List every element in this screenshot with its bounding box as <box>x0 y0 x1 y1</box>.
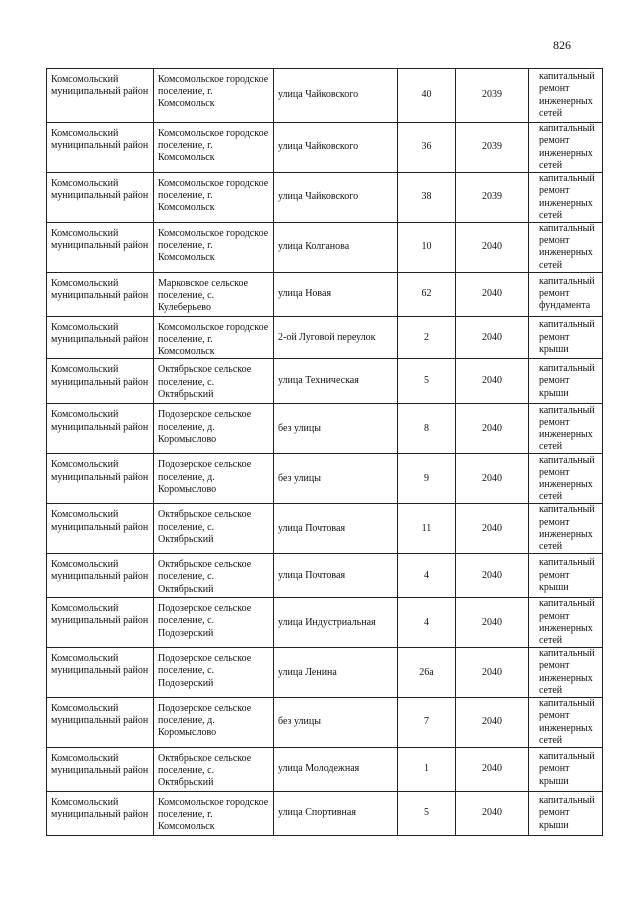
district-cell: Комсомольский муниципальный район <box>47 272 154 316</box>
settlement-cell: Октябрьское сельское поселение, с. Октябрьский <box>154 359 274 404</box>
year-cell: 2040 <box>456 598 529 648</box>
page-number: 826 <box>553 38 571 52</box>
street-cell: улица Чайковского <box>274 69 398 123</box>
district-cell: Комсомольский муниципальный район <box>47 316 154 359</box>
street-cell: улица Ленина <box>274 648 398 698</box>
street-cell: без улицы <box>274 404 398 454</box>
district-cell: Комсомольский муниципальный район <box>47 69 154 123</box>
table-row <box>47 316 603 359</box>
house-number-cell: 5 <box>398 792 456 836</box>
table-row <box>47 223 603 273</box>
district-cell: Комсомольский муниципальный район <box>47 554 154 598</box>
settlement-cell: Подозерское сельское поселение, с. Подозерский <box>154 598 274 648</box>
work-type-cell: капитальный ремонт крыши <box>529 748 603 792</box>
table-row <box>47 554 603 598</box>
table-row <box>47 748 603 792</box>
year-cell: 2040 <box>456 359 529 404</box>
year-cell: 2039 <box>456 69 529 123</box>
house-number-cell: 4 <box>398 598 456 648</box>
table-row <box>47 359 603 404</box>
street-cell: улица Молодежная <box>274 748 398 792</box>
house-number-cell: 11 <box>398 504 456 554</box>
street-cell: улица Новая <box>274 272 398 316</box>
settlement-cell: Комсомольское городское поселение, г. Комсомольск <box>154 223 274 273</box>
table-row <box>47 698 603 748</box>
year-cell: 2039 <box>456 123 529 173</box>
year-cell: 2040 <box>456 316 529 359</box>
settlement-cell: Подозерское сельское поселение, с. Подозерский <box>154 648 274 698</box>
repair-schedule-table <box>46 68 603 836</box>
year-cell: 2040 <box>456 648 529 698</box>
year-cell: 2040 <box>456 748 529 792</box>
street-cell: улица Спортивная <box>274 792 398 836</box>
work-type-cell: капитальный ремонт инженерных сетей <box>529 69 603 123</box>
work-type-cell: капитальный ремонт инженерных сетей <box>529 404 603 454</box>
settlement-cell: Октябрьское сельское поселение, с. Октябрьский <box>154 504 274 554</box>
settlement-cell: Комсомольское городское поселение, г. Комсомольск <box>154 173 274 223</box>
house-number-cell: 5 <box>398 359 456 404</box>
table-row <box>47 123 603 173</box>
settlement-cell: Подозерское сельское поселение, д. Коромыслово <box>154 404 274 454</box>
district-cell: Комсомольский муниципальный район <box>47 454 154 504</box>
district-cell: Комсомольский муниципальный район <box>47 792 154 836</box>
district-cell: Комсомольский муниципальный район <box>47 223 154 273</box>
district-cell: Комсомольский муниципальный район <box>47 173 154 223</box>
year-cell: 2040 <box>456 223 529 273</box>
table-row <box>47 173 603 223</box>
work-type-cell: капитальный ремонт крыши <box>529 792 603 836</box>
street-cell: без улицы <box>274 454 398 504</box>
table-row <box>47 504 603 554</box>
house-number-cell: 62 <box>398 272 456 316</box>
table-row <box>47 598 603 648</box>
year-cell: 2039 <box>456 173 529 223</box>
work-type-cell: капитальный ремонт инженерных сетей <box>529 173 603 223</box>
district-cell: Комсомольский муниципальный район <box>47 648 154 698</box>
work-type-cell: капитальный ремонт крыши <box>529 554 603 598</box>
settlement-cell: Комсомольское городское поселение, г. Комсомольск <box>154 792 274 836</box>
house-number-cell: 26а <box>398 648 456 698</box>
district-cell: Комсомольский муниципальный район <box>47 504 154 554</box>
settlement-cell: Комсомольское городское поселение, г. Комсомольск <box>154 69 274 123</box>
street-cell: улица Чайковского <box>274 173 398 223</box>
year-cell: 2040 <box>456 504 529 554</box>
year-cell: 2040 <box>456 272 529 316</box>
year-cell: 2040 <box>456 454 529 504</box>
table-row <box>47 648 603 698</box>
street-cell: улица Чайковского <box>274 123 398 173</box>
house-number-cell: 4 <box>398 554 456 598</box>
table-row <box>47 792 603 836</box>
street-cell: улица Техническая <box>274 359 398 404</box>
house-number-cell: 1 <box>398 748 456 792</box>
street-cell: улица Почтовая <box>274 554 398 598</box>
year-cell: 2040 <box>456 792 529 836</box>
work-type-cell: капитальный ремонт инженерных сетей <box>529 454 603 504</box>
district-cell: Комсомольский муниципальный район <box>47 359 154 404</box>
street-cell: 2-ой Луговой переулок <box>274 316 398 359</box>
work-type-cell: капитальный ремонт инженерных сетей <box>529 698 603 748</box>
table-row <box>47 454 603 504</box>
settlement-cell: Октябрьское сельское поселение, с. Октябрьский <box>154 748 274 792</box>
district-cell: Комсомольский муниципальный район <box>47 698 154 748</box>
district-cell: Комсомольский муниципальный район <box>47 598 154 648</box>
house-number-cell: 36 <box>398 123 456 173</box>
house-number-cell: 40 <box>398 69 456 123</box>
work-type-cell: капитальный ремонт инженерных сетей <box>529 123 603 173</box>
table-row <box>47 69 603 123</box>
house-number-cell: 2 <box>398 316 456 359</box>
year-cell: 2040 <box>456 404 529 454</box>
street-cell: без улицы <box>274 698 398 748</box>
settlement-cell: Октябрьское сельское поселение, с. Октябрьский <box>154 554 274 598</box>
work-type-cell: капитальный ремонт инженерных сетей <box>529 223 603 273</box>
table-body <box>47 69 603 836</box>
settlement-cell: Подозерское сельское поселение, д. Коромыслово <box>154 698 274 748</box>
street-cell: улица Почтовая <box>274 504 398 554</box>
settlement-cell: Подозерское сельское поселение, д. Коромыслово <box>154 454 274 504</box>
street-cell: улица Индустриальная <box>274 598 398 648</box>
work-type-cell: капитальный ремонт крыши <box>529 316 603 359</box>
district-cell: Комсомольский муниципальный район <box>47 748 154 792</box>
work-type-cell: капитальный ремонт крыши <box>529 359 603 404</box>
house-number-cell: 10 <box>398 223 456 273</box>
year-cell: 2040 <box>456 698 529 748</box>
settlement-cell: Комсомольское городское поселение, г. Комсомольск <box>154 123 274 173</box>
house-number-cell: 8 <box>398 404 456 454</box>
settlement-cell: Марковское сельское поселение, с. Кулеберьево <box>154 272 274 316</box>
work-type-cell: капитальный ремонт фундамента <box>529 272 603 316</box>
work-type-cell: капитальный ремонт инженерных сетей <box>529 504 603 554</box>
house-number-cell: 9 <box>398 454 456 504</box>
table-row <box>47 272 603 316</box>
house-number-cell: 7 <box>398 698 456 748</box>
district-cell: Комсомольский муниципальный район <box>47 404 154 454</box>
settlement-cell: Комсомольское городское поселение, г. Комсомольск <box>154 316 274 359</box>
street-cell: улица Колганова <box>274 223 398 273</box>
district-cell: Комсомольский муниципальный район <box>47 123 154 173</box>
table-row <box>47 404 603 454</box>
work-type-cell: капитальный ремонт инженерных сетей <box>529 598 603 648</box>
house-number-cell: 38 <box>398 173 456 223</box>
work-type-cell: капитальный ремонт инженерных сетей <box>529 648 603 698</box>
year-cell: 2040 <box>456 554 529 598</box>
